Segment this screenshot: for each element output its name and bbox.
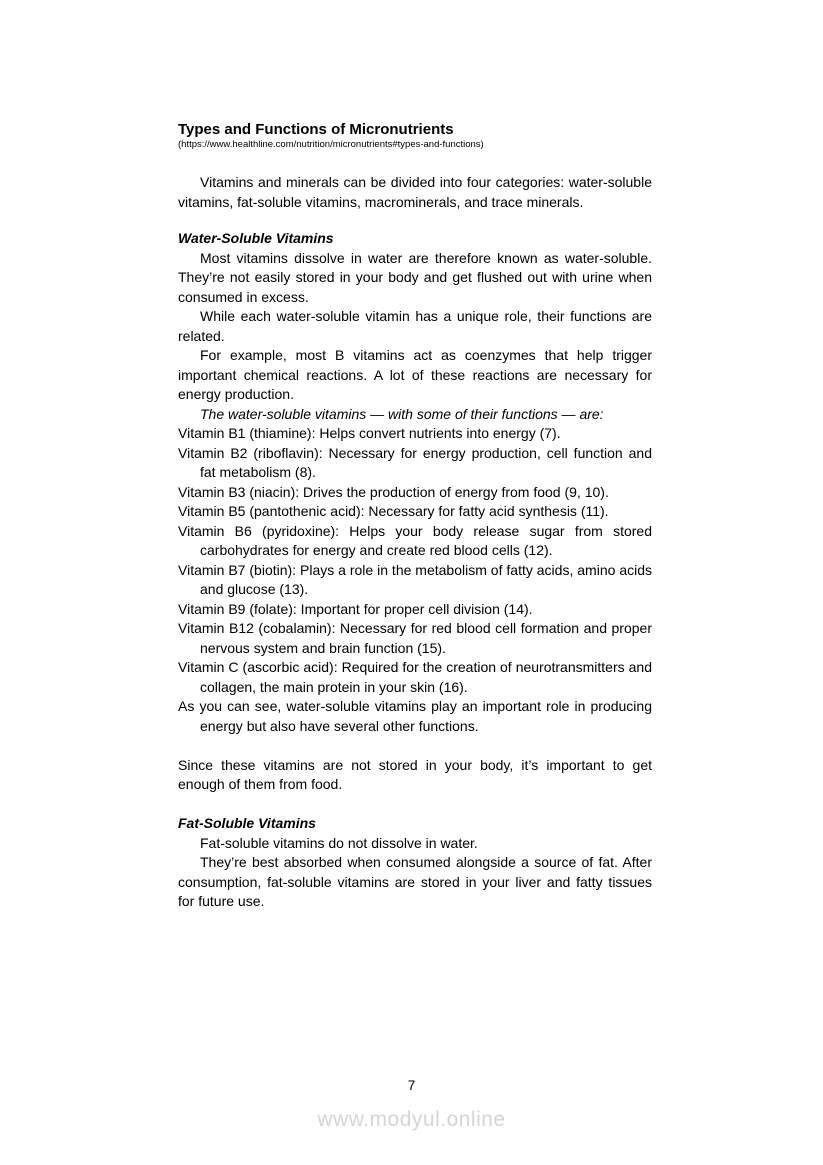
- paragraph: Most vitamins dissolve in water are therefore known as water-soluble. They’re not easily stored in your body and get flushed out with urine when consumed in excess.: [178, 249, 652, 305]
- paragraph: For example, most B vitamins act as coenzymes that help trigger important chemical reactions. A lot of these reactions are necessary for energy production.: [178, 347, 652, 402]
- list-item-vitamin-c: Vitamin C (ascorbic acid): Required for the creation of neurotransmitters and collagen, the main protein in your skin (16).: [178, 659, 652, 695]
- source-url: (https://www.healthline.com/nutrition/micronutrients#types-and-functions): [178, 139, 484, 150]
- document-content: [178, 120, 652, 912]
- list-lead-in: The water-soluble vitamins — with some of their functions — are:: [200, 405, 604, 422]
- paragraph: They’re best absorbed when consumed alongside a source of fat. After consumption, fat-soluble vitamins are stored in your liver and fatty tissues for future use.: [178, 854, 652, 909]
- list-item-vitamin-b9: Vitamin B9 (folate): Important for proper cell division (14).: [178, 600, 533, 617]
- list-item-vitamin-b6: Vitamin B6 (pyridoxine): Helps your body release sugar from stored carbohydrates for energy and create red blood cells (12).: [178, 522, 652, 558]
- list-item-vitamin-b7: Vitamin B7 (biotin): Plays a role in the metabolism of fatty acids, amino acids and glucose (13).: [178, 561, 652, 597]
- watermark-text: www.modyul.online: [317, 1108, 506, 1131]
- list-item-vitamin-b12: Vitamin B12 (cobalamin): Necessary for red blood cell formation and proper nervous system and brain function (15).: [178, 620, 652, 656]
- list-item-vitamin-b5: Vitamin B5 (pantothenic acid): Necessary for fatty acid synthesis (11).: [178, 503, 609, 519]
- section-heading-fat-soluble-vitamins: Fat-Soluble Vitamins: [178, 815, 316, 831]
- page-number: 7: [407, 1078, 416, 1093]
- list-item-vitamin-b1: Vitamin B1 (thiamine): Helps convert nutrients into energy (7).: [178, 425, 561, 441]
- note-paragraph: Since these vitamins are not stored in your body, it’s important to get enough of them from food.: [178, 756, 652, 792]
- list-item-vitamin-b2: Vitamin B2 (riboflavin): Necessary for energy production, cell function and fat metabolism (8).: [178, 444, 652, 480]
- section-heading-water-soluble-vitamins: Water-Soluble Vitamins: [178, 230, 334, 246]
- intro-paragraph: Vitamins and minerals can be divided into four categories: water-soluble vitamins, fat-soluble vitamins, macrominerals, and trace minerals.: [178, 174, 652, 210]
- page-title: Types and Functions of Micronutrients: [178, 121, 454, 138]
- paragraph: Fat-soluble vitamins do not dissolve in water.: [200, 834, 478, 851]
- conclusion-paragraph: As you can see, water-soluble vitamins play an important role in producing energy but also have several other functions.: [178, 698, 652, 734]
- paragraph: While each water-soluble vitamin has a unique role, their functions are related.: [178, 308, 652, 344]
- list-item-vitamin-b3: Vitamin B3 (niacin): Drives the production of energy from food (9, 10).: [178, 483, 609, 500]
